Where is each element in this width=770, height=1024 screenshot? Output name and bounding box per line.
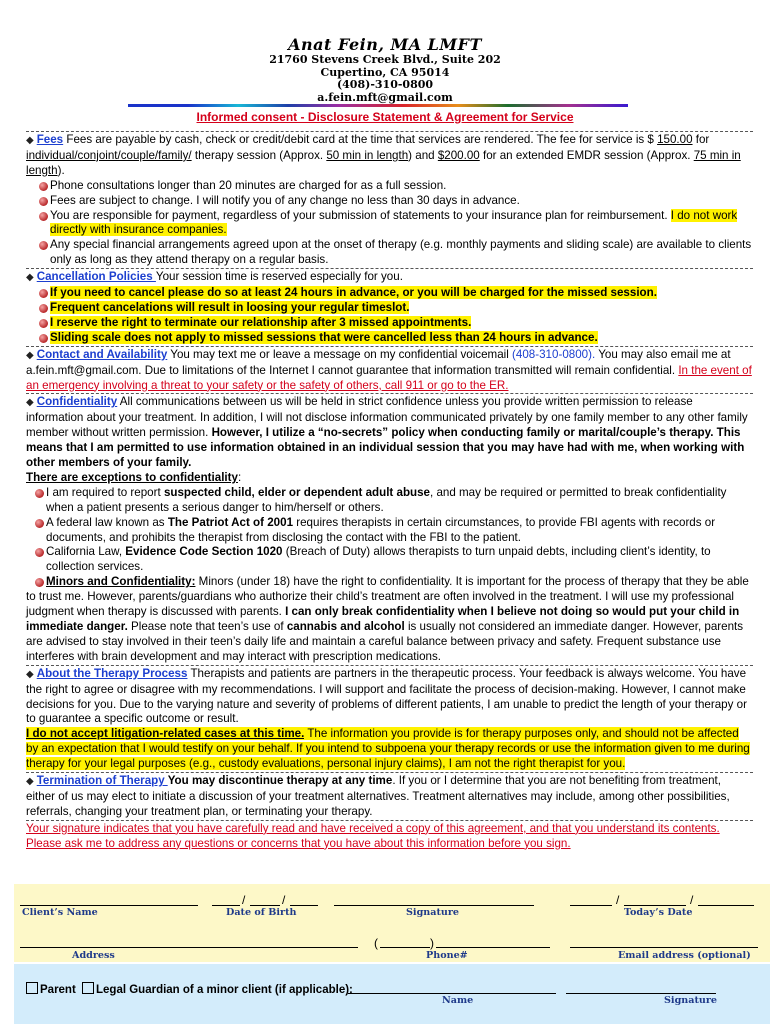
list-item-text: (Breach of Duty) allows therapists to turn unpaid debts, including client’s identity, to collection services. <box>46 545 711 574</box>
address-line-1: 21760 Stevens Creek Blvd., Suite 202 <box>269 53 501 66</box>
list-item: Fees are subject to change. I will notify you of any change no less than 30 days in advance. <box>26 194 753 209</box>
emdr-length: 75 min in length <box>26 148 741 177</box>
date-separator: / <box>242 893 246 907</box>
address-field[interactable] <box>20 946 358 948</box>
minors-heading: Minors and Confidentiality: <box>46 575 196 589</box>
fees-text: for <box>692 133 710 146</box>
list-item-text: Evidence Code Section 1020 <box>125 545 283 559</box>
date-month-field[interactable] <box>570 904 612 906</box>
contact-section <box>26 346 753 394</box>
guardian-signature-field[interactable] <box>566 992 716 994</box>
todays-date-label: Today’s Date <box>624 907 693 918</box>
parent-checkbox[interactable] <box>26 982 38 994</box>
voicemail-number: (408-310-0800). <box>512 347 596 361</box>
list-item-text: cannabis and alcohol <box>286 620 405 633</box>
email-address: a.fein.mft@gmail.com <box>317 90 453 104</box>
signature-notice: Your signature indicates that you have carefully read and have received a copy of this agreement, and that you understand its contents. Please ask me to address any questions or concerns that you have about this information before you sign. <box>26 821 720 850</box>
client-signature-field[interactable] <box>334 904 534 906</box>
list-item-text: I can only break confidentiality when I believe not doing so would put your child in immediate danger. <box>26 605 740 633</box>
list-item-text: requires therapists in certain circumstances, to provide FBI agents with records or documents, and prohibits the therapist from disclosing the contact with the FBI to the patient. <box>46 515 716 544</box>
list-item-text: California Law, <box>46 545 126 559</box>
phone-paren-open: ( <box>374 936 378 950</box>
address-label: Address <box>72 950 115 961</box>
date-day-field[interactable] <box>624 904 686 906</box>
emergency-notice: In the event of an emergency involving a threat to your safety or the safety of others, call 911 or go to the ER. <box>26 363 752 392</box>
exceptions-colon: : <box>237 470 242 484</box>
cancellation-heading: Cancellation Policies <box>36 270 156 284</box>
list-item-text: The Patriot Act of 2001 <box>167 515 294 529</box>
list-item-text: A federal law known as <box>46 515 168 529</box>
list-item-text: Frequent cancelations will result in loosing your regular timeslot. <box>50 300 410 314</box>
emdr-fee: $200.00 <box>437 148 480 162</box>
date-separator: / <box>282 893 286 907</box>
diamond-bullet-icon: ◆ <box>26 272 34 284</box>
list-item <box>26 286 753 301</box>
confidentiality-heading: Confidentiality <box>36 395 118 409</box>
therapy-process-text: Therapists and patients are partners in the therapeutic process. Your feedback is always welcome. You have the right to agree or disagree with my recommendations. I will support and facilitate the process of decision-making. However, I cannot make decisions for you. Due to the varying nature and severity of problems of different patients, I am unable to predict the length of your therapy or to guarantee a specific outcome or result. <box>26 666 747 726</box>
contact-text: You may also email me at a.fein.mft@gmail.com. Due to limitations of the Internet I cannot guarantee that information transmitted will remain confidential. <box>26 347 731 377</box>
list-item-text: suspected child, elder or dependent adult abuse <box>163 485 431 499</box>
exceptions-heading: There are exceptions to confidentiality <box>26 470 238 484</box>
phone-number: (408)-310-0800 <box>336 78 434 91</box>
therapy-process-section <box>26 665 753 772</box>
list-item <box>26 575 753 664</box>
list-item-text: I am required to report <box>46 485 164 499</box>
confidentiality-text: All communications between us will be held in strict confidence unless you provide written permission to release information about your treatment. In addition, I will not disclose information communicated privately by one family member to any other family member without written permission. <box>26 395 748 440</box>
diamond-bullet-icon: ◆ <box>26 668 34 680</box>
guardian-signature-label: Signature <box>664 995 718 1006</box>
list-item <box>26 301 753 316</box>
list-item <box>26 316 753 331</box>
email-label: Email address (optional) <box>618 950 751 961</box>
parent-label: Parent <box>40 984 76 996</box>
insurance-notice: I do not work directly with insurance companies. <box>50 208 738 237</box>
list-item <box>26 331 753 346</box>
guardian-label: Legal Guardian of a minor client (if applicable): <box>96 984 353 996</box>
litigation-notice: I do not accept litigation-related cases at this time. <box>26 727 305 741</box>
session-length: 50 min in length <box>326 148 409 162</box>
diamond-bullet-icon: ◆ <box>26 349 34 361</box>
termination-bold: You may discontinue therapy at any time <box>167 774 393 788</box>
list-item-text: Please note that teen’s use of <box>127 620 287 633</box>
list-item: Any special financial arrangements agreed upon at the onset of therapy (e.g. monthly payments and sliding scale) are available to clients only as long as they attend therapy on a regular basis. <box>26 238 753 268</box>
signature-block <box>14 884 770 1024</box>
phone-label: Phone# <box>426 950 468 961</box>
contact-text: You may text me or leave a message on my confidential voicemail <box>167 347 513 361</box>
termination-section <box>26 772 753 820</box>
diamond-bullet-icon: ◆ <box>26 776 34 788</box>
fees-text: ) and <box>408 148 438 162</box>
list-item-text: Sliding scale does not apply to missed sessions that were cancelled less than 24 hours in advance. <box>50 330 598 344</box>
no-secrets-policy: However, I utilize a “no-secrets” policy when conducting family or marital/couple’s therapy. This means that I am permitted to use information obtained in an individual session that you may have had with me, when working with other members of your family. <box>26 426 745 470</box>
fee-amount: 150.00 <box>657 133 693 146</box>
session-types: individual/conjoint/couple/family/ <box>26 148 192 162</box>
list-item: Phone consultations longer than 20 minutes are charged for as a full session. <box>26 179 753 194</box>
date-separator: / <box>690 893 694 907</box>
signature-label: Signature <box>406 907 460 918</box>
list-item-text: You are responsible for payment, regardless of your submission of statements to your insurance plan for reimbursement. <box>50 208 671 222</box>
letterhead <box>0 36 770 104</box>
list-item <box>26 209 753 239</box>
list-item-text: is usually not considered an immediate danger. However, parents are advised to stay involved in their teen’s daily life and maintain a careful balance between privacy and safety. Frequent substance use interferes with brain development and may interact with prescription medications. <box>26 620 744 663</box>
client-name-label: Client’s Name <box>22 907 98 918</box>
guardian-name-field[interactable] <box>348 992 556 994</box>
cancellation-section <box>26 268 753 346</box>
dob-day-field[interactable] <box>250 904 280 906</box>
fees-heading: Fees <box>36 133 64 146</box>
address-line-2: Cupertino, CA 95014 <box>320 65 450 79</box>
document-body <box>26 131 753 852</box>
date-separator: / <box>616 893 620 907</box>
list-item <box>26 545 753 575</box>
phone-paren-close: ) <box>430 936 434 950</box>
email-field[interactable] <box>570 946 758 948</box>
list-item-text: I reserve the right to terminate our relationship after 3 missed appointments. <box>50 315 472 329</box>
therapist-name: Anat Fein, MA LMFT <box>288 35 482 54</box>
guardian-name-label: Name <box>442 995 474 1006</box>
client-signature-area <box>14 884 770 962</box>
diamond-bullet-icon: ◆ <box>26 135 34 146</box>
confidentiality-section <box>26 393 753 664</box>
litigation-details: The information you provide is for therapy purposes only, and should not be affected by an expectation that I would testify on your behalf. If you intend to subpoena your therapy records or use the information given to me during therapy for your legal purposes (e.g., custody evaluations, personal injury claims), I am not the right therapist for you. <box>26 727 750 771</box>
dob-label: Date of Birth <box>226 907 297 918</box>
termination-text: . If you or I determine that you are not benefiting from treatment, either of us may elect to initiate a discussion of your treatment alternatives. Treatment alternatives may include, among other possibilities, referrals, changing your treatment plan, or terminating your therapy. <box>26 774 730 818</box>
list-item-text: If you need to cancel please do so at least 24 hours in advance, or you will be charged for the missed session. <box>50 286 657 300</box>
dob-year-field[interactable] <box>290 904 318 906</box>
fees-text: for an extended EMDR session (Approx. <box>479 148 694 162</box>
phone-area-code-field[interactable] <box>380 946 430 948</box>
fees-text: Fees are payable by cash, check or credit/debit card at the time that services are rendered. The fee for service is $ <box>63 133 658 146</box>
list-item-text: Minors (under 18) have the right to confidentiality. It is important for the process of therapy that they be able to trust me. However, parents/guardians who authorize their child’s treatment are often involved in the treatment. I will use my professional judgment when therapy is discussed with parents. <box>26 575 749 619</box>
phone-field[interactable] <box>436 946 550 948</box>
document-title: Informed consent - Disclosure Statement & Agreement for Service <box>196 110 574 124</box>
therapy-process-heading: About the Therapy Process <box>36 666 188 680</box>
list-item <box>26 516 753 546</box>
signature-notice-section <box>26 820 753 852</box>
list-item <box>26 486 753 516</box>
cancellation-intro: Your session time is reserved especially for you. <box>155 270 403 284</box>
fees-text: therapy session (Approx. <box>191 148 327 162</box>
contact-heading: Contact and Availability <box>36 347 168 361</box>
list-item-text: , and may be required or permitted to break confidentiality when a patient presents a serious danger to him/herself or others. <box>46 485 727 514</box>
fees-text: ). <box>57 163 65 177</box>
termination-heading: Termination of Therapy <box>36 774 168 788</box>
guardian-checkbox[interactable] <box>82 982 94 994</box>
diamond-bullet-icon: ◆ <box>26 397 34 409</box>
decorative-divider <box>128 104 628 107</box>
date-year-field[interactable] <box>698 904 754 906</box>
guardian-options <box>26 982 353 996</box>
dob-month-field[interactable] <box>212 904 240 906</box>
client-name-field[interactable] <box>20 904 198 906</box>
fees-section <box>26 131 753 268</box>
